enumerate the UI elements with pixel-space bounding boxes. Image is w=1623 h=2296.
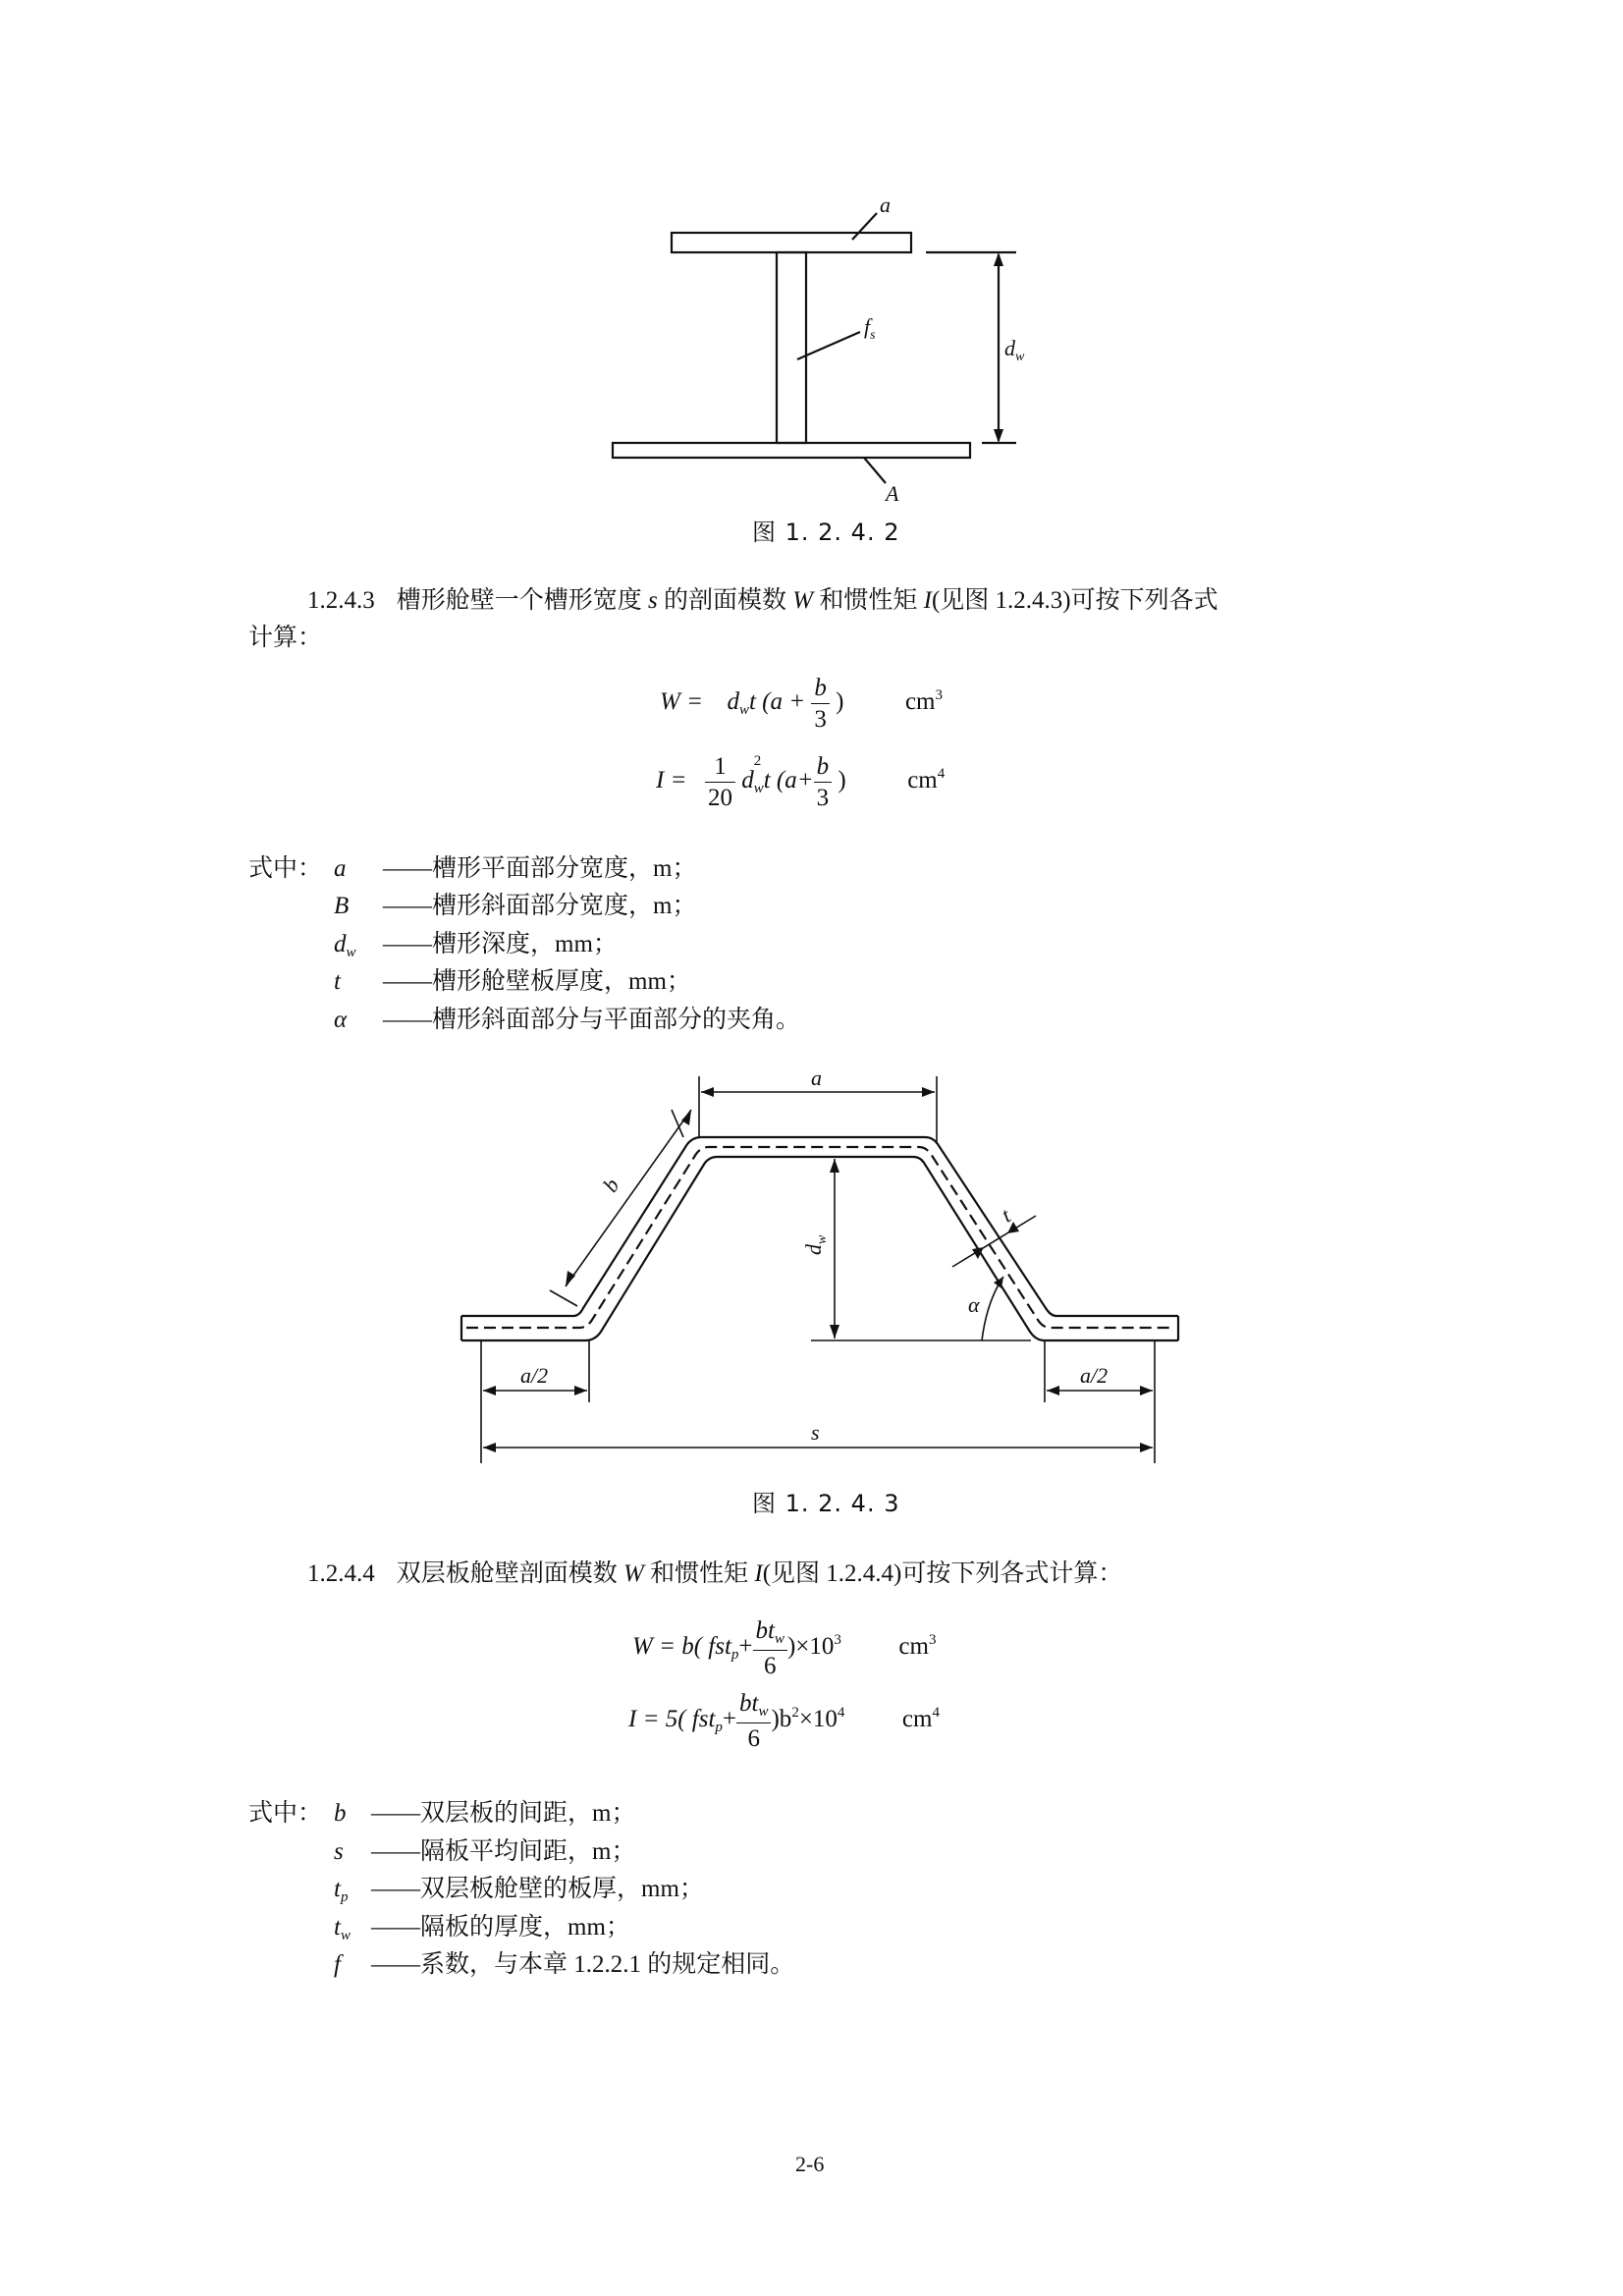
legend-item: $d_w$ ——槽形深度，mm；: [334, 931, 618, 960]
label-a2-left: a/2: [520, 1363, 549, 1388]
formula-I-corrugated: I = $\frac{1}{20}$ d 2 $_w$t (a+ $\frac{b}{3}$ ) $cm^4$: [656, 753, 946, 811]
label-alpha: α: [968, 1292, 980, 1317]
corrugation-outline-top: [461, 1137, 1178, 1316]
formula-I-double-plate: I = 5( fst$_p$+ $\frac{bt_w}{6}$ )$b^2\times 10^4$ $cm^4$: [628, 1690, 940, 1752]
leader-A: [864, 458, 886, 483]
legend-item: t ——槽形舱壁板厚度，mm；: [334, 968, 691, 995]
label-b: b: [597, 1174, 624, 1197]
bottom-flange: [613, 443, 970, 458]
label-dw: $d_w$: [801, 1234, 830, 1255]
dim-t-line: [952, 1216, 1036, 1267]
label-a: a: [880, 192, 891, 217]
section-1-2-4-4-line: 1.2.4.4 双层板舱壁剖面模数 W 和惯性矩 I(见图 1.2.4.4)可按下列各式计算：: [307, 1560, 1123, 1587]
legend-item: a ——槽形平面部分宽度，m；: [334, 855, 697, 882]
leader-a: [852, 213, 877, 240]
legend-item: B ——槽形斜面部分宽度，m；: [334, 893, 697, 919]
figure-caption-1-2-4-2: 图 1. 2. 4. 2: [752, 519, 900, 546]
label-fs: $f_s$: [864, 314, 876, 343]
label-a: a: [811, 1066, 822, 1090]
section-number: 1.2.4.3: [307, 587, 375, 614]
dw-arrow-bottom: [994, 429, 1003, 443]
web-plate: [777, 252, 806, 443]
label-s: s: [811, 1420, 820, 1445]
label-A: A: [886, 481, 899, 506]
legend-item: $t_p$ ——双层板舱壁的板厚，mm；: [334, 1876, 704, 1905]
label-a2-right: a/2: [1080, 1363, 1109, 1388]
section-1-2-4-3-line1: 1.2.4.3 槽形舱壁一个槽形宽度 s 的剖面模数 W 和惯性矩 I(见图 1.2.4.3)可按下列各式: [307, 587, 1218, 614]
figure-1-2-4-3: [442, 1056, 1208, 1478]
dw-arrow-top: [994, 252, 1003, 266]
legend-item: b ——双层板的间距，m；: [334, 1800, 636, 1827]
dim-b-ext-bottom: [550, 1290, 577, 1306]
legend-item: α ——槽形斜面部分与平面部分的夹角。: [334, 1007, 801, 1033]
formula-W-double-plate: W = b( fst$_p$+ $\frac{bt_w}{6}$ )$\times 10^3$ $cm^3$: [632, 1617, 937, 1679]
label-t: t: [997, 1202, 1015, 1228]
figure-1-2-4-2: [589, 182, 1041, 516]
top-flange: [672, 233, 911, 252]
figure-caption-1-2-4-3: 图 1. 2. 4. 3: [752, 1490, 900, 1517]
label-dw: $d_w$: [1004, 336, 1025, 364]
legend-prefix: 式中：: [248, 855, 323, 882]
legend-prefix: 式中：: [248, 1800, 323, 1827]
legend-item: f ——系数，与本章 1.2.2.1 的规定相同。: [334, 1951, 795, 1978]
legend-item: $t_w$ ——隔板的厚度，mm；: [334, 1914, 630, 1943]
page-number: 2-6: [795, 2152, 825, 2176]
section-1-2-4-3-line2: 计算：: [248, 625, 323, 651]
formula-W-corrugated: $W = d_wt$ (a + $\frac{b}{3}$ ) $cm^3$: [660, 675, 943, 733]
section-number: 1.2.4.4: [307, 1560, 375, 1587]
legend-item: s ——隔板平均间距，m；: [334, 1838, 636, 1865]
